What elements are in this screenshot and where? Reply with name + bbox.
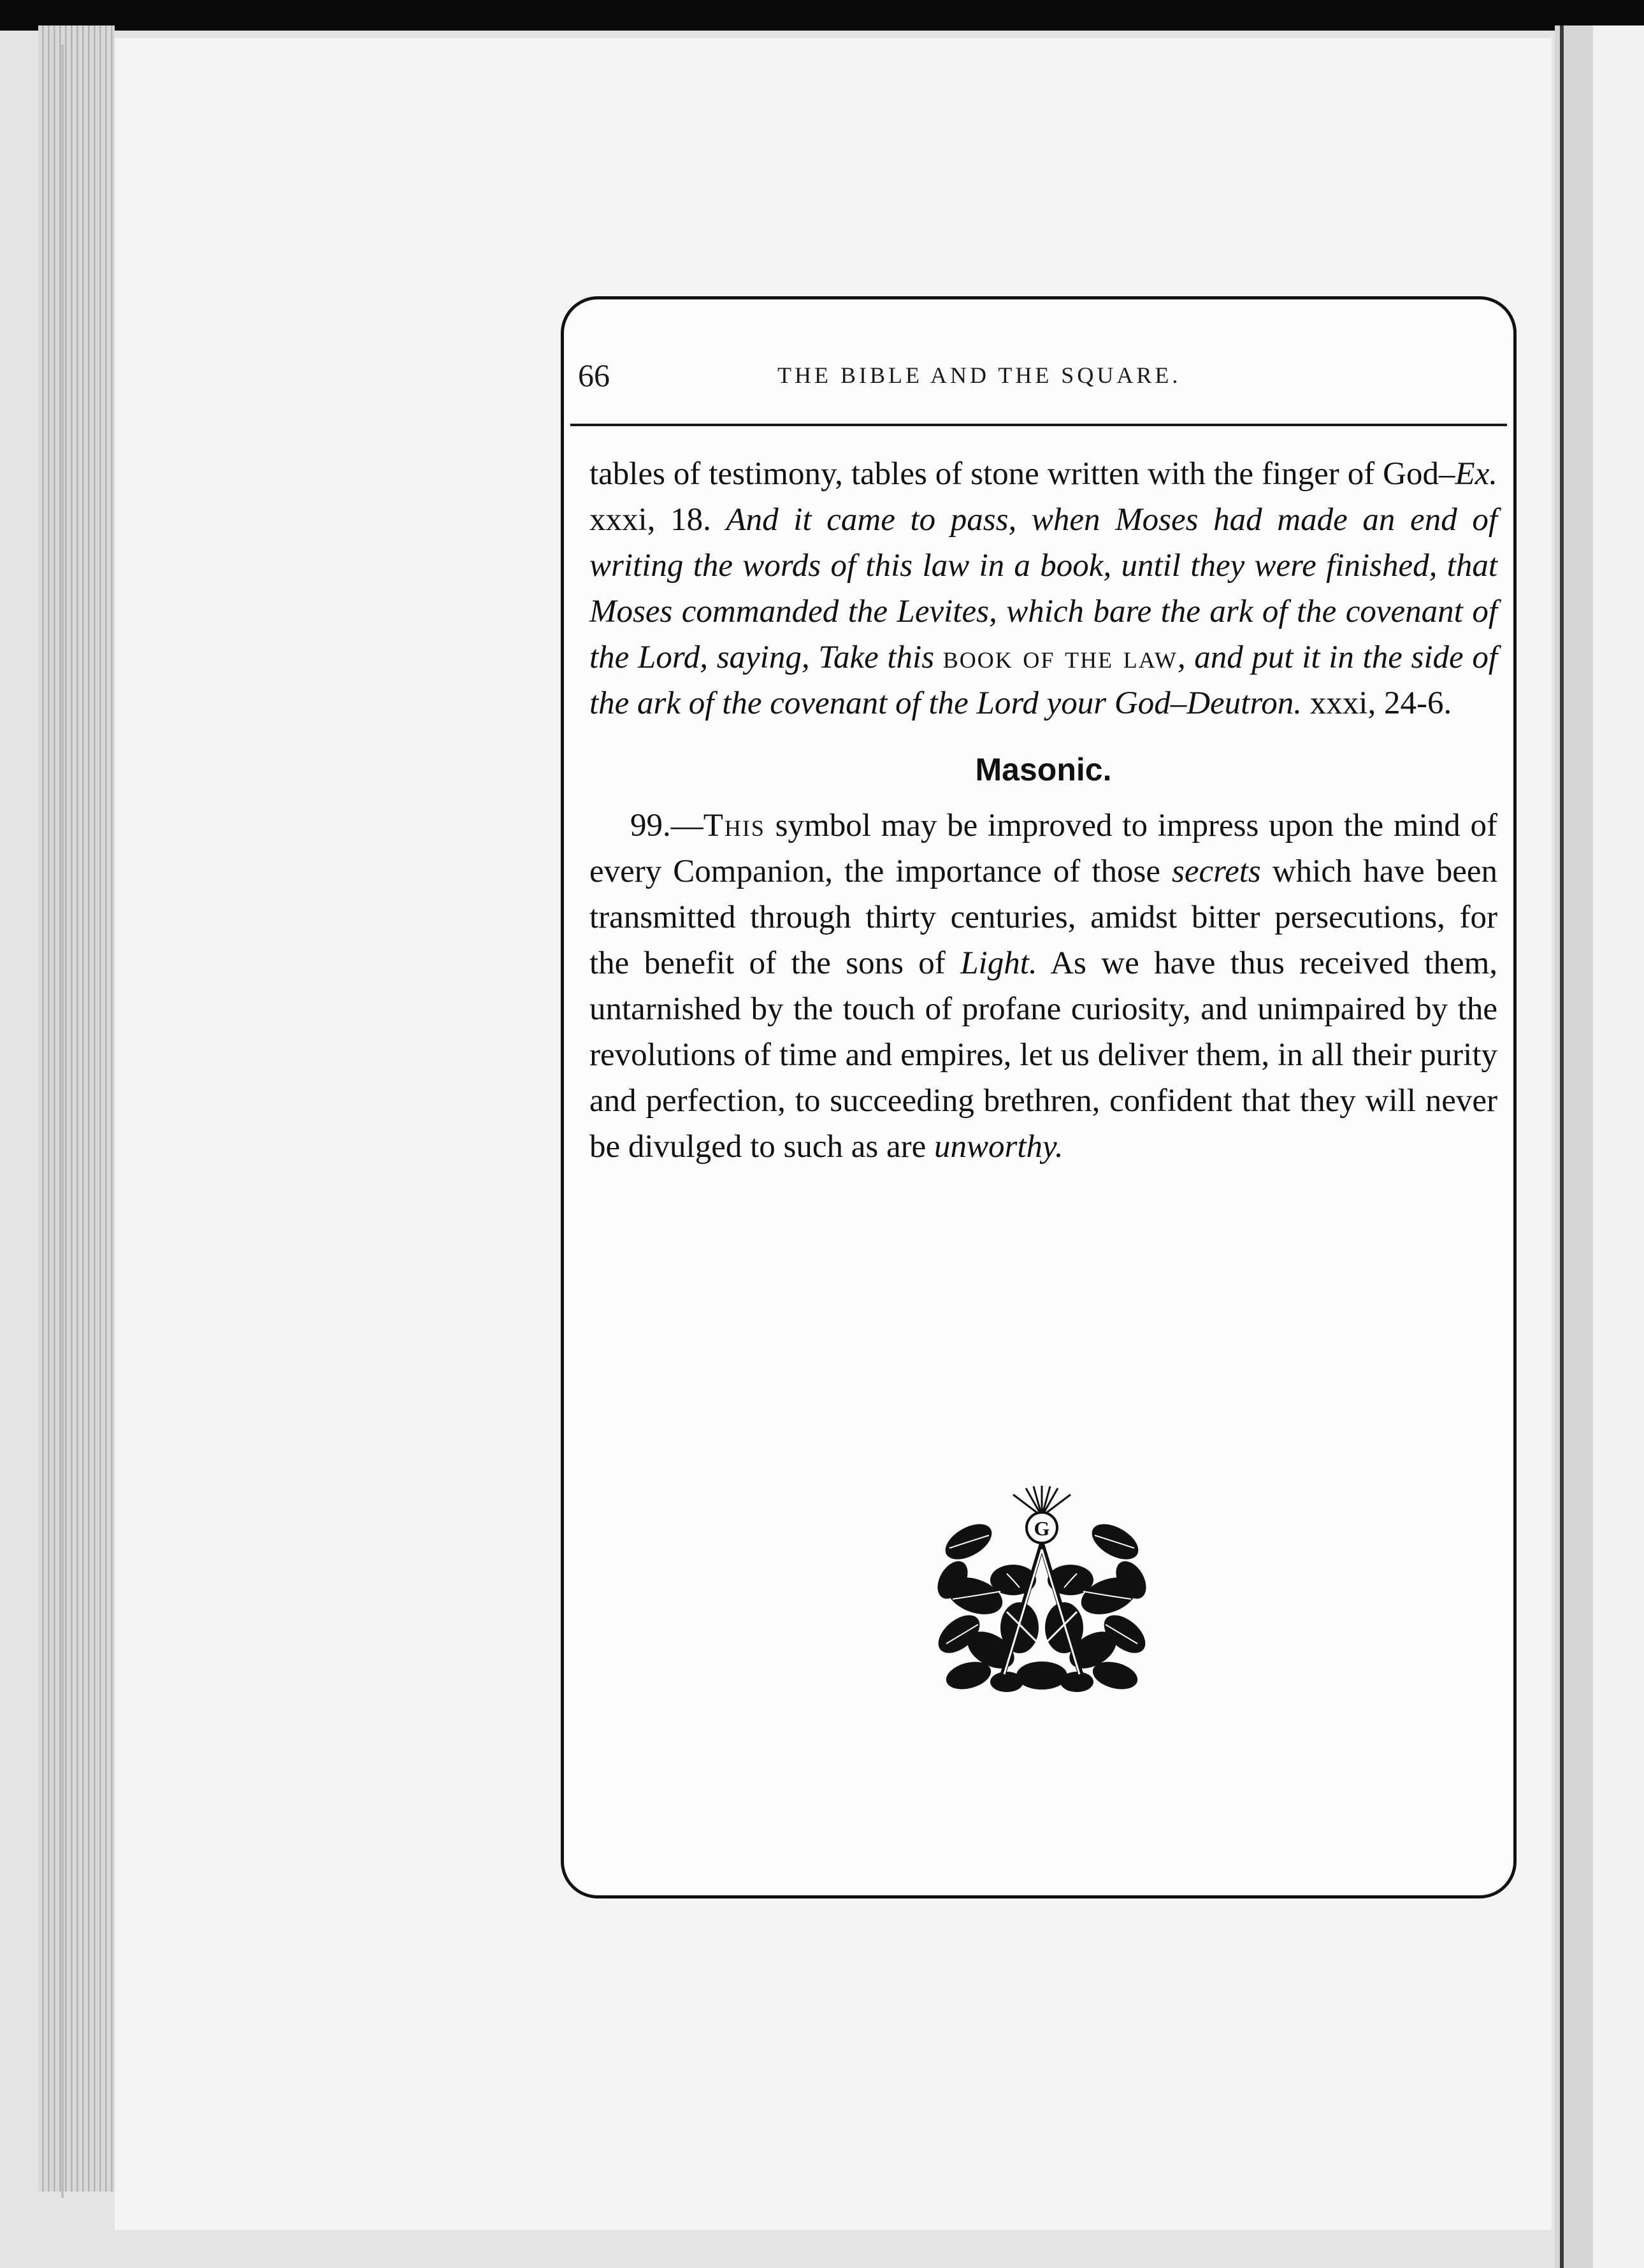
running-title: THE BIBLE AND THE SQUARE. [777,362,1181,388]
gutter-line [1560,25,1564,2268]
passage-text: xxxi, 24-6. [1302,685,1452,721]
passage-quote: And it came to pass, when Moses had made an end of writing the words of this law in a book, until they were finished, that Moses commanded the Levites, which bare the ark of the covenant of the Lord, saying, Take this [589,502,1498,675]
masonic-square-compass-emblem-icon [930,1484,1153,1695]
paragraph-text: As we have thus received them, untarnished by the touch of profane curiosity, and unimpaired by the revolutions of time and empires, let us deliver them, in all their purity and perfection, to succeeding brethren, confident that they will never be divulged to such as are [589,945,1497,1165]
header-rule [570,424,1507,426]
book-page-edges [38,25,115,2192]
scan-top-border [0,0,1644,31]
passage-text: tables of testimony, tables of stone written with the finger of God– [589,456,1455,492]
paragraph-emphasis: secrets [1172,854,1261,889]
passage-citation: Deutron. [1186,685,1302,721]
passage-small-caps: book of the law [942,640,1178,675]
paragraph-emphasis: unworthy. [934,1129,1064,1165]
paragraph-emphasis: Light. [960,945,1037,981]
section-paragraph [589,803,1497,1170]
paragraph-number: 99.— [630,808,703,843]
page-edge-line [61,45,64,2198]
paragraph-lead: This [703,808,765,843]
section-heading: Masonic. [975,752,1112,787]
passage-quote: , and put it in the side of the ark of the covenant of the Lord your God– [589,640,1497,721]
running-head [564,357,1513,395]
emblem-letter: G [1034,1517,1050,1540]
page-number: 66 [578,357,610,393]
paragraph-text: symbol may be improved to impress upon the mind of every Companion, the importance of those [589,808,1497,889]
passage-citation: Ex. [1455,456,1497,492]
passage-text: xxxi, 18. [589,502,726,538]
scripture-passage [589,451,1497,726]
page-frame [561,296,1517,1898]
paragraph-text: which have been transmitted through thirty centuries, amidst bitter persecutions, for the benefit of the sons of [589,854,1497,981]
next-page-strip [1593,25,1644,2268]
page-body [589,451,1497,1170]
